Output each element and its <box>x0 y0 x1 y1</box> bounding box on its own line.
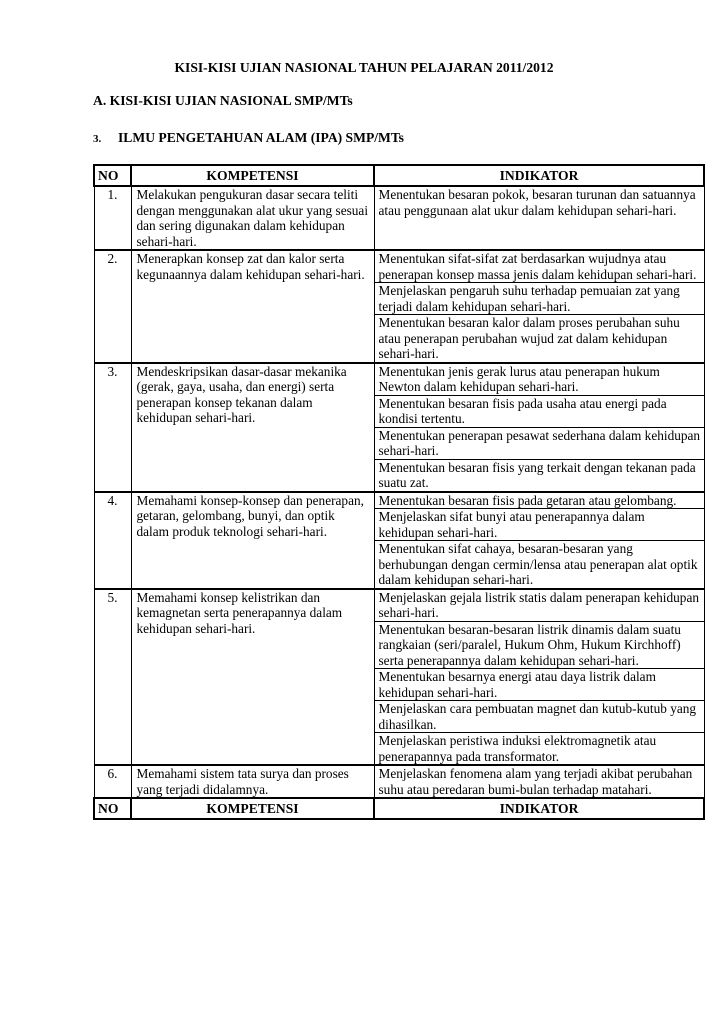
header-no: NO <box>94 165 131 186</box>
header-indikator: INDIKATOR <box>374 165 704 186</box>
indikator-cell: Menentukan besaran fisis pada getaran atau gelombang. <box>374 492 704 509</box>
indikator-cell: Menjelaskan sifat bunyi atau penerapannya dalam kehidupan sehari-hari. <box>374 509 704 541</box>
kompetensi-cell: Menerapkan konsep zat dan kalor serta kegunaannya dalam kehidupan sehari-hari. <box>131 250 374 363</box>
footer-kompetensi: KOMPETENSI <box>131 798 374 819</box>
indikator-cell: Menentukan penerapan pesawat sederhana dalam kehidupan sehari-hari. <box>374 427 704 459</box>
indikator-cell: Menjelaskan fenomena alam yang terjadi akibat perubahan suhu atau peredaran bumi-bulan terhadap matahari. <box>374 765 704 798</box>
row-number: 4. <box>94 492 131 589</box>
footer-indikator: INDIKATOR <box>374 798 704 819</box>
section-3-number: 3. <box>93 133 102 145</box>
indikator-cell: Menjelaskan pengaruh suhu terhadap pemuaian zat yang terjadi dalam kehidupan sehari-hari. <box>374 283 704 315</box>
indikator-cell: Menentukan sifat-sifat zat berdasarkan wujudnya atau penerapan konsep massa jenis dalam kehidupan sehari-hari. <box>374 250 704 283</box>
section-3-title: ILMU PENGETAHUAN ALAM (IPA) SMP/MTs <box>118 130 404 145</box>
table-body <box>94 186 704 798</box>
indikator-cell: Menentukan besaran fisis yang terkait dengan tekanan pada suatu zat. <box>374 459 704 492</box>
table-header-row <box>94 165 704 186</box>
table-footer-row <box>94 798 704 819</box>
kompetensi-cell: Memahami konsep-konsep dan penerapan, getaran, gelombang, bunyi, dan optik dalam produk teknologi sehari-hari. <box>131 492 374 589</box>
kompetensi-cell: Melakukan pengukuran dasar secara teliti dengan menggunakan alat ukur yang sesuai dan sering digunakan dalam kehidupan sehari-hari. <box>131 186 374 250</box>
indikator-cell: Menjelaskan cara pembuatan magnet dan kutub-kutub yang dihasilkan. <box>374 701 704 733</box>
indikator-cell: Menentukan besaran pokok, besaran turunan dan satuannya atau penggunaan alat ukur dalam kehidupan sehari-hari. <box>374 186 704 250</box>
table-row <box>94 250 704 283</box>
header-kompetensi: KOMPETENSI <box>131 165 374 186</box>
indikator-cell: Menentukan besaran kalor dalam proses perubahan suhu atau penerapan perubahan wujud zat dalam kehidupan sehari-hari. <box>374 315 704 363</box>
indikator-cell: Menjelaskan gejala listrik statis dalam penerapan kehidupan sehari-hari. <box>374 589 704 622</box>
table-row <box>94 765 704 798</box>
table-row <box>94 589 704 622</box>
table-row <box>94 363 704 396</box>
indikator-cell: Menentukan besarnya energi atau daya listrik dalam kehidupan sehari-hari. <box>374 669 704 701</box>
row-number: 1. <box>94 186 131 250</box>
indikator-cell: Menentukan sifat cahaya, besaran-besaran yang berhubungan dengan cermin/lensa atau penerapan alat optik dalam kehidupan sehari-hari. <box>374 541 704 589</box>
row-number: 2. <box>94 250 131 363</box>
kompetensi-cell: Mendeskripsikan dasar-dasar mekanika (gerak, gaya, usaha, dan energi) serta penerapan konsep tekanan dalam kehidupan sehari-hari. <box>131 363 374 492</box>
table-row <box>94 492 704 509</box>
row-number: 5. <box>94 589 131 766</box>
indikator-cell: Menentukan besaran-besaran listrik dinamis dalam suatu rangkaian (seri/paralel, Hukum Ohm, Hukum Kirchhoff) serta penerapannya dalam kehidupan sehari-hari. <box>374 621 704 669</box>
document-title: KISI-KISI UJIAN NASIONAL TAHUN PELAJARAN 2011/2012 <box>174 60 554 75</box>
footer-no: NO <box>94 798 131 819</box>
indikator-cell: Menentukan besaran fisis pada usaha atau energi pada kondisi tertentu. <box>374 395 704 427</box>
section-a-heading: A. KISI-KISI UJIAN NASIONAL SMP/MTs <box>93 93 353 108</box>
row-number: 6. <box>94 765 131 798</box>
kisi-kisi-table <box>93 164 705 820</box>
row-number: 3. <box>94 363 131 492</box>
indikator-cell: Menjelaskan peristiwa induksi elektromagnetik atau penerapannya pada transformator. <box>374 733 704 766</box>
indikator-cell: Menentukan jenis gerak lurus atau penerapan hukum Newton dalam kehidupan sehari-hari. <box>374 363 704 396</box>
table-row <box>94 186 704 250</box>
kompetensi-cell: Memahami sistem tata surya dan proses yang terjadi didalamnya. <box>131 765 374 798</box>
section-3-heading <box>93 130 404 146</box>
kompetensi-cell: Memahami konsep kelistrikan dan kemagnetan serta penerapannya dalam kehidupan sehari-hari. <box>131 589 374 766</box>
